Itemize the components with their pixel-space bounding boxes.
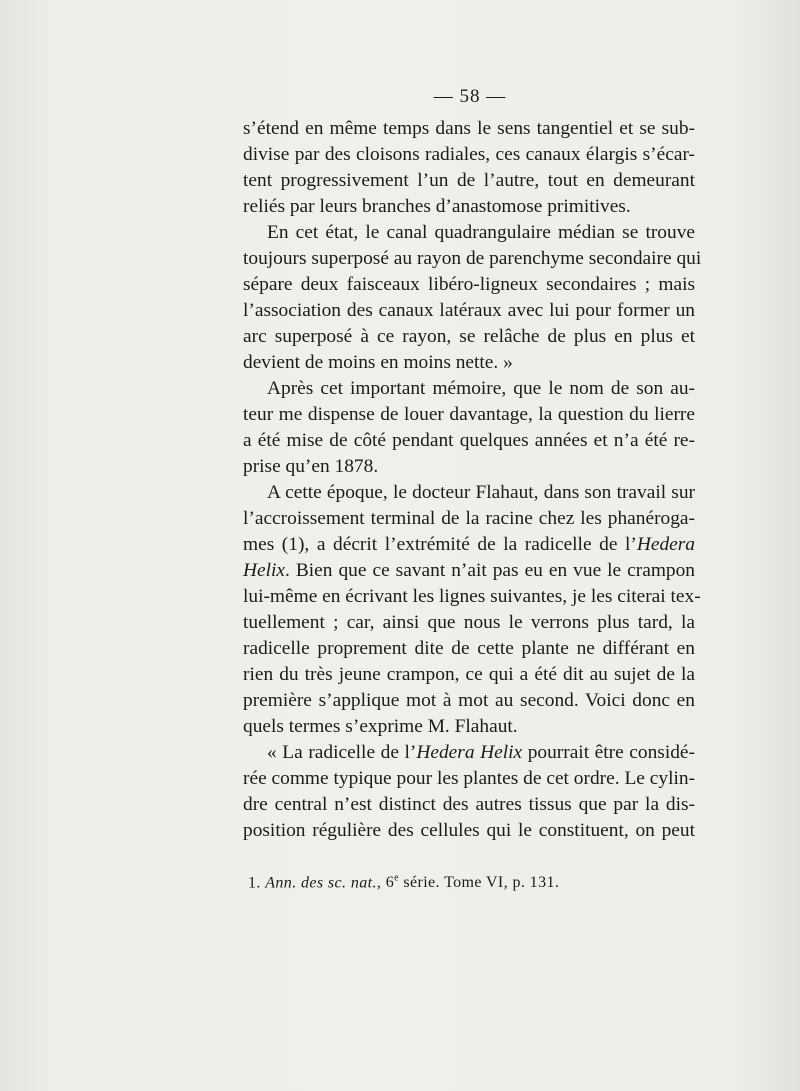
text-line: arc superposé à ce rayon, se relâche de plus en plus et: [243, 326, 695, 347]
text-line: mes (1), a décrit l’extrémité de la radicelle de l’Hedera: [243, 534, 695, 555]
text-line: tent progressivement l’un de l’autre, tout en demeurant: [243, 170, 695, 191]
text-line: l’association des canaux latéraux avec lui pour former un: [243, 300, 695, 321]
text-line: devient de moins en moins nette. »: [243, 352, 513, 373]
text-line: tuellement ; car, ainsi que nous le verrons plus tard, la: [243, 612, 695, 633]
footnote-number: 1.: [248, 874, 261, 892]
text-line: teur me dispense de louer davantage, la question du lierre: [243, 404, 695, 425]
text-line: toujours superposé au rayon de parenchyme secondaire qui: [243, 248, 702, 269]
text-line: position régulière des cellules qui le constituent, on peut: [243, 820, 695, 841]
text-line: Helix. Bien que ce savant n’ait pas eu en vue le crampon: [243, 560, 695, 581]
footnote-source: Ann. des sc. nat.: [265, 874, 377, 892]
text-line: « La radicelle de l’Hedera Helix pourrait être considé-: [267, 742, 695, 763]
paragraph-1: [243, 116, 695, 220]
text-line: l’accroissement terminal de la racine chez les phanéroga-: [243, 508, 695, 529]
text-line: Après cet important mémoire, que le nom de son au-: [267, 378, 695, 399]
text-line: rée comme typique pour les plantes de cet ordre. Le cylin-: [243, 768, 695, 789]
text-line: quels termes s’exprime M. Flahaut.: [243, 716, 518, 737]
text-line: s’étend en même temps dans le sens tangentiel et se sub-: [243, 118, 695, 139]
paragraph-5: [243, 740, 695, 844]
text-line: sépare deux faisceaux libéro-ligneux secondaires ; mais: [243, 274, 695, 295]
text-line: a été mise de côté pendant quelques années et n’a été re-: [243, 430, 695, 451]
footnote: [248, 873, 559, 892]
text-line: radicelle proprement dite de cette plante ne différant en: [243, 638, 695, 659]
text-line: rien du très jeune crampon, ce qui a été dit au sujet de la: [243, 664, 695, 685]
page-number: — 58 —: [433, 86, 507, 107]
text-line: En cet état, le canal quadrangulaire médian se trouve: [267, 222, 695, 243]
text-line: A cette époque, le docteur Flahaut, dans son travail sur: [267, 482, 695, 503]
paragraph-3: [243, 376, 695, 480]
body-text: [243, 116, 702, 844]
footnote-reference: , 6e série. Tome VI, p. 131.: [376, 873, 560, 892]
text-line: dre central n’est distinct des autres tissus que par la dis-: [243, 794, 695, 815]
text-line: prise qu’en 1878.: [243, 456, 379, 477]
text-line: reliés par leurs branches d’anastomose primitives.: [243, 196, 631, 217]
text-line: divise par des cloisons radiales, ces canaux élargis s’écar-: [243, 144, 695, 165]
paragraph-2: [243, 220, 702, 376]
text-line: première s’applique mot à mot au second. Voici donc en: [243, 690, 695, 711]
text-line: lui-même en écrivant les lignes suivantes, je les citerai tex-: [243, 586, 701, 607]
paragraph-4: [243, 480, 701, 740]
